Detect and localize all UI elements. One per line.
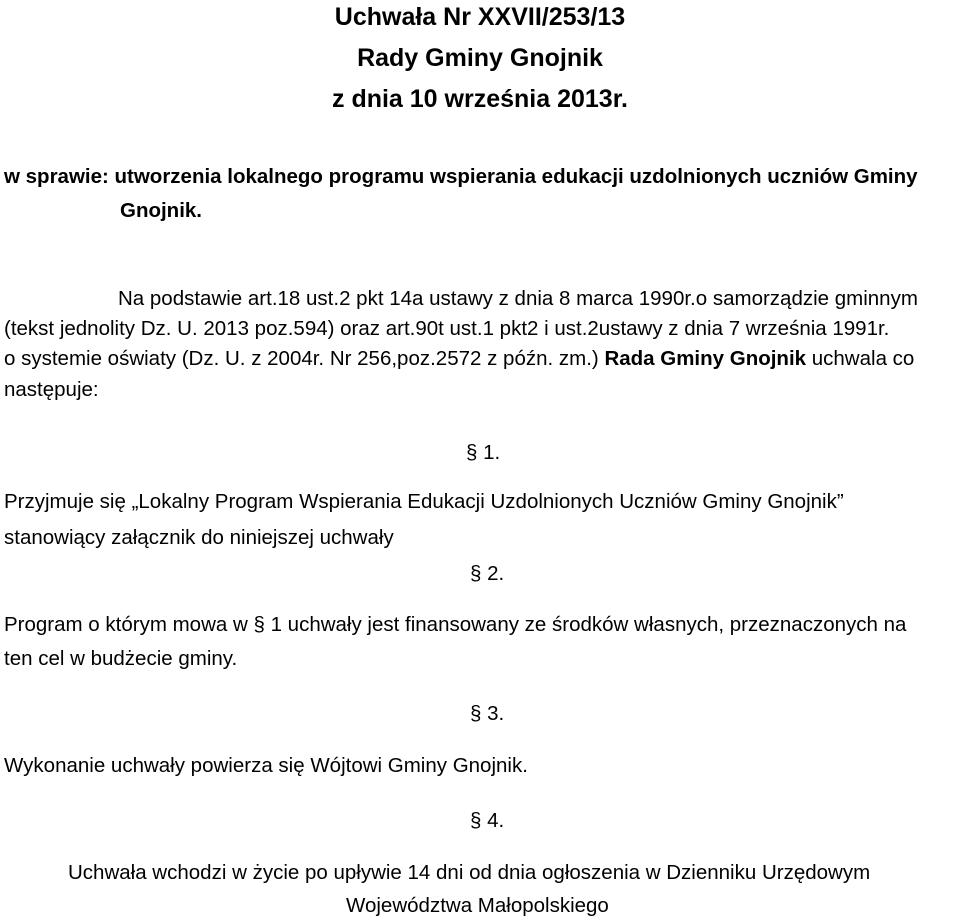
subject-line-2: Gnojnik. [120, 199, 202, 222]
legal-basis-line-3 [4, 346, 914, 372]
council-name: Rady Gminy Gnojnik [357, 44, 603, 72]
legal-basis-resolves: uchwala co [806, 347, 915, 370]
section-2-text-line-1: Program o którym mowa w § 1 uchwały jest finansowany ze środków własnych, przeznaczonych na [4, 613, 907, 636]
section-1-text-line-2: stanowiący załącznik do niniejszej uchwały [4, 526, 394, 549]
resolution-number: Uchwała Nr XXVII/253/13 [334, 3, 626, 31]
legal-basis-line-2: (tekst jednolity Dz. U. 2013 poz.594) oraz art.90t ust.1 pkt2 i ust.2ustawy z dnia 7 września 1991r. [4, 317, 890, 340]
subject-line-1: w sprawie: utworzenia lokalnego programu wspierania edukacji uzdolnionych uczniów Gminy [4, 165, 918, 188]
section-4-text-line-1: Uchwała wchodzi w życie po upływie 14 dni od dnia ogłoszenia w Dzienniku Urzędowym [68, 861, 871, 884]
section-4-label: § 4. [470, 809, 505, 832]
section-1-text-line-1: Przyjmuje się „Lokalny Program Wspierania Edukacji Uzdolnionych Uczniów Gminy Gnojnik” [4, 490, 844, 513]
legal-basis-text: o systemie oświaty (Dz. U. z 2004r. Nr 256,poz.2572 z późn. zm.) [4, 347, 605, 370]
section-1-label: § 1. [466, 441, 501, 464]
section-3-label: § 3. [470, 702, 505, 725]
section-4-text-line-2: Województwa Małopolskiego [346, 894, 609, 917]
council-name-inline: Rada Gminy Gnojnik [604, 347, 807, 370]
section-2-label: § 2. [470, 562, 505, 585]
section-2-text-line-2: ten cel w budżecie gminy. [4, 647, 238, 670]
legal-basis-line-1: Na podstawie art.18 ust.2 pkt 14a ustawy z dnia 8 marca 1990r.o samorządzie gminnym [118, 287, 918, 310]
resolution-date: z dnia 10 września 2013r. [332, 85, 628, 113]
legal-basis-line-4: następuje: [4, 378, 99, 401]
section-3-text: Wykonanie uchwały powierza się Wójtowi Gminy Gnojnik. [4, 754, 528, 777]
